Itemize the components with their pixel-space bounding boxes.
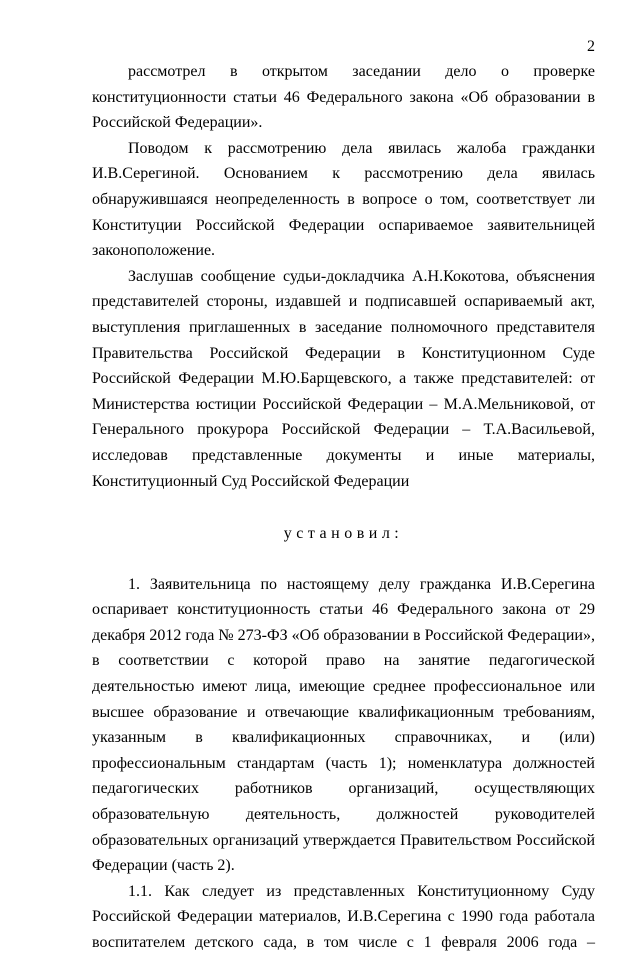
paragraph-grounds: Поводом к рассмотрению дела явилась жалоба гражданки И.В.Серегиной. Основанием к рассмотрению дела явилась обнаружившаяся неопределенность в вопросе о том, соответствует ли Конституции Российской Федерации оспариваемое заявительницей законоположение. xyxy=(92,139,595,260)
paragraph-point-1: 1. Заявительница по настоящему делу гражданка И.В.Серегина оспаривает конституционность статьи 46 Федерального закона от 29 декабря 2012 года № 273-ФЗ «Об образовании в Российской Федерации», в соответствии с которой право на занятие педагогической деятельностью имеют лица, имеющие среднее профессиональное или высшее образование и отвечающие квалификационным требованиям, указанным в квалификационных справочниках, и (или) профессиональным стандартам (часть 1); номенклатура должностей педагогических работников организаций, осуществляющих образовательную деятельность, должностей руководителей образовательных организаций утверждается Правительством Российской Федерации (часть 2). xyxy=(92,575,595,875)
paragraph-point-1-1: 1.1. Как следует из представленных Конституционному Суду Российской Федерации материалов, И.В.Серегина с 1990 года работала воспитателем детского сада, в том числе с 1 февраля 2006 года – xyxy=(92,882,595,951)
document-body xyxy=(92,59,595,956)
paragraph-case-subject: рассмотрел в открытом заседании дело о проверке конституционности статьи 46 Федерального закона «Об образовании в Российской Федерации». xyxy=(92,63,595,132)
paragraph-hearing: Заслушав сообщение судьи-докладчика А.Н.Кокотова, объяснения представителей стороны, издавшей и подписавшей оспариваемый акт, выступления приглашенных в заседание полномочного представителя Правительства Российской Федерации в Конституционном Суде Российской Федерации М.Ю.Барщевского, а также представителей: от Министерства юстиции Российской Федерации – М.А.Мельниковой, от Генерального прокурора Российской Федерации – Т.А.Васильевой, исследовав представленные документы и иные материалы, Конституционный Суд Российской Федерации xyxy=(92,267,595,490)
page-number: 2 xyxy=(587,38,595,55)
section-header-established: установил: xyxy=(283,525,404,543)
